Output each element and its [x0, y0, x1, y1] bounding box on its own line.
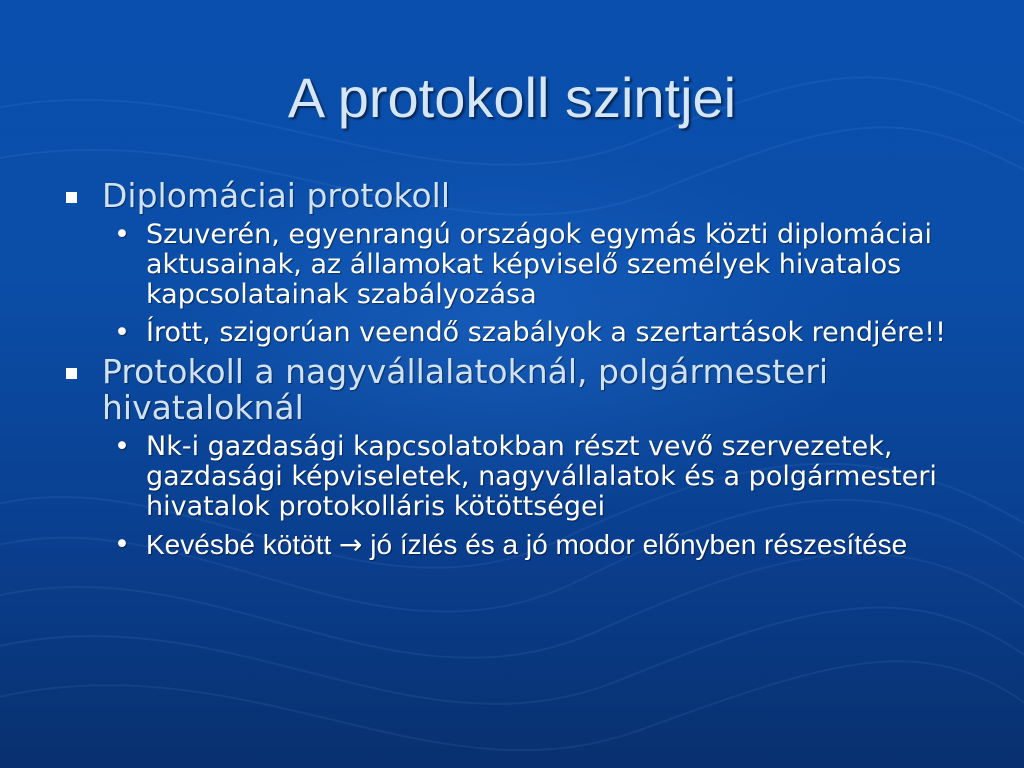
sub-bullet	[64, 220, 1004, 310]
bullet-heading-diplomatic	[64, 178, 1004, 214]
square-bullet-icon	[66, 192, 77, 203]
dot-bullet-icon: •	[114, 431, 130, 462]
dot-bullet-icon: •	[114, 219, 130, 250]
sub-bullet-text: Írott, szigorúan veendő szabályok a szertartások rendjére!!	[146, 317, 946, 348]
sub-bullet	[64, 318, 1004, 348]
right-arrow-icon: →	[339, 528, 363, 561]
dot-bullet-icon: •	[114, 317, 130, 348]
sub-bullet	[64, 530, 1004, 560]
heading-text: Diplomáciai protokoll	[102, 176, 451, 215]
sub-bullet	[64, 432, 1004, 522]
slide-content	[64, 178, 1004, 560]
square-bullet-icon	[66, 368, 77, 379]
sub-bullet-prefix: Kevésbé kötött	[146, 529, 332, 560]
dot-bullet-icon: •	[114, 529, 130, 560]
slide-title: A protokoll szintjei	[287, 66, 737, 129]
sub-bullet-text: Szuverén, egyenrangú országok egymás közti diplomáciai aktusainak, az államokat képviselő személyek hivatalos kapcsolatainak szabályozása	[146, 219, 933, 310]
sub-bullet-text: Nk-i gazdasági kapcsolatokban részt vevő szervezetek, gazdasági képviseletek, nagyvállalatok és a polgármesteri hivatalok protokolláris kötöttségei	[146, 431, 937, 522]
heading-text: Protokoll a nagyvállalatoknál, polgármesteri hivataloknál	[102, 352, 829, 427]
bullet-heading-corporate	[64, 354, 1004, 426]
sub-bullet-rest: jó ízlés és a jó modor előnyben részesítése	[370, 529, 908, 560]
